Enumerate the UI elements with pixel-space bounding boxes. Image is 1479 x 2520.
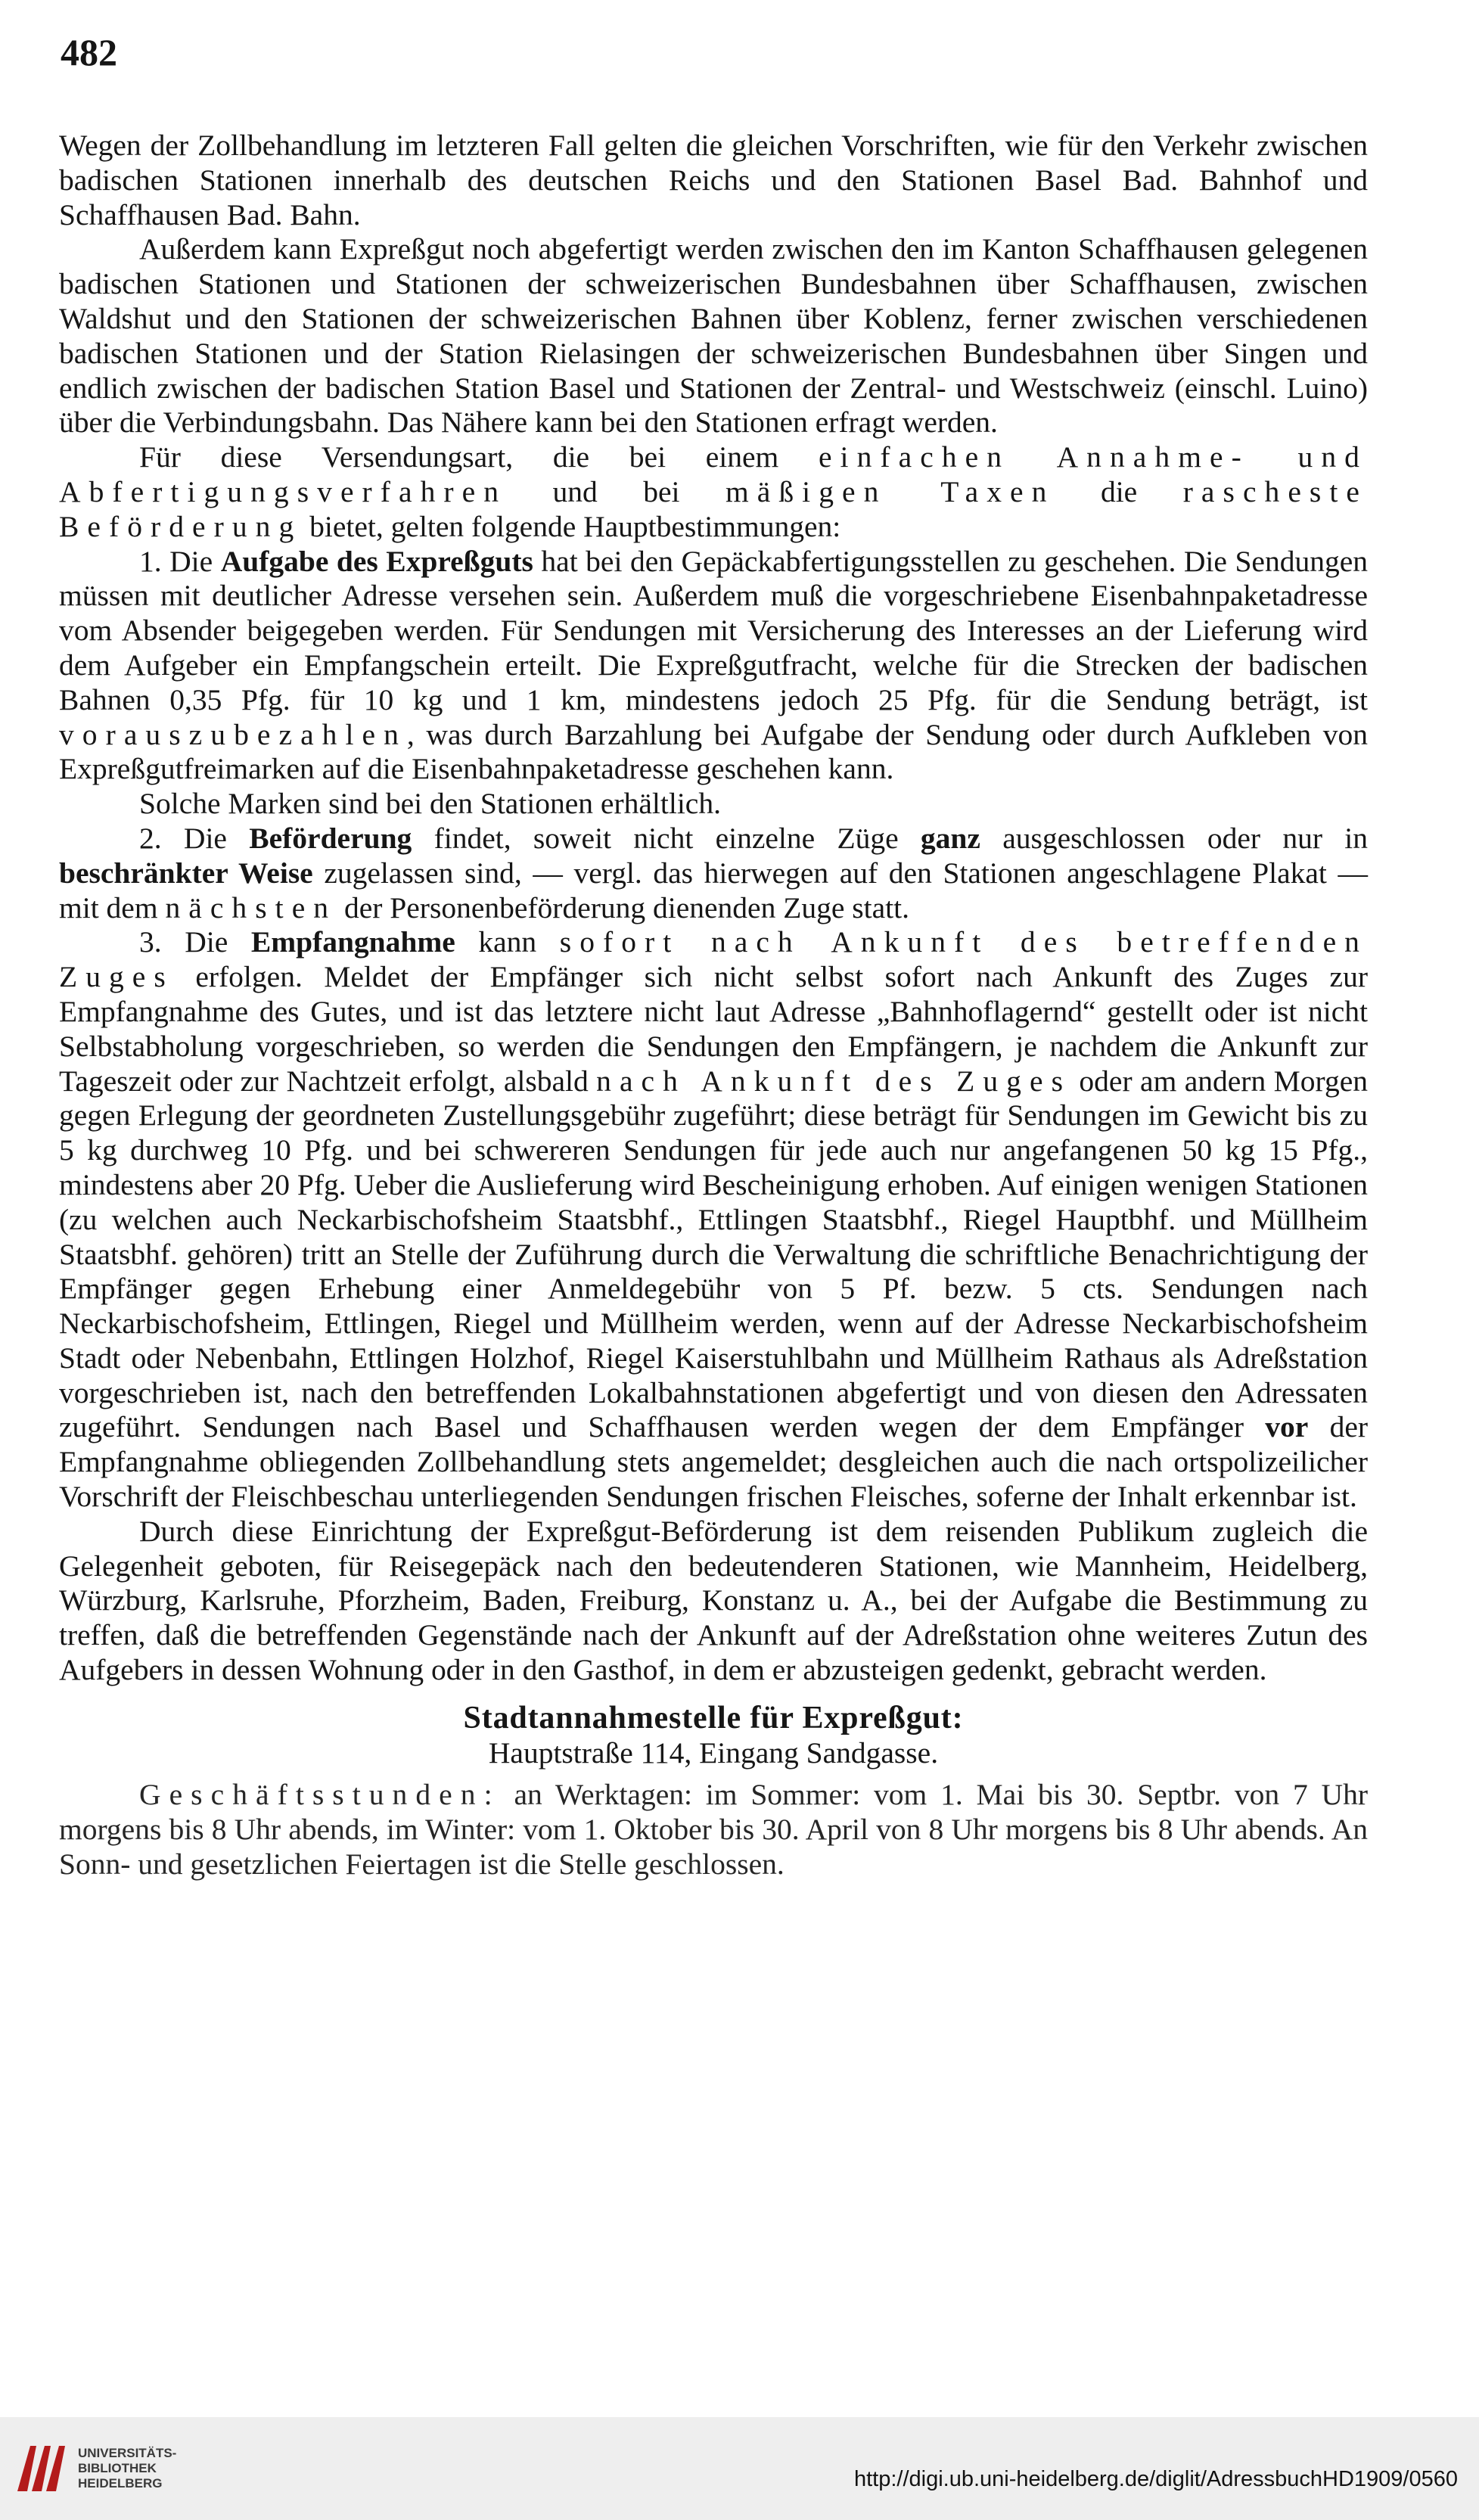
library-logo[interactable] [14, 2431, 188, 2506]
footer-bar [0, 2417, 1479, 2520]
spaced-text: einfachen Annahme- und Abfertigungsverfahren [59, 440, 1368, 508]
text-run: der Personenbeförderung dienenden Zuge statt. [337, 890, 909, 924]
bold-term: vor [1265, 1410, 1309, 1444]
page-number: 482 [61, 31, 117, 73]
text-run: 2. Die [139, 821, 250, 855]
spaced-text: mäßigen Taxen [725, 474, 1055, 508]
paragraph-marken: Solche Marken sind bei den Stationen erhältlich. [139, 787, 721, 821]
page-text [59, 129, 1368, 1882]
spaced-text: nach Ankunft des Zuges [596, 1064, 1071, 1098]
text-run: , was durch Barzahlung bei Aufgabe der Sendung oder durch Aufkleben von Expreßgutfreimarken auf die Eisenbahnpaketadresse geschehen kann. [59, 717, 1368, 786]
hours-text: an Werktagen: im Sommer: vom 1. Mai bis 30. Septbr. von 7 Uhr morgens bis 8 Uhr abends, im Winter: vom 1. Oktober bis 30. April von 8 Uhr morgens bis 8 Uhr abends. An Sonn- und gesetzlichen Feiertagen ist die Stelle geschlossen. [59, 1778, 1368, 1881]
text-run: Für diese Versendungsart, die bei einem [139, 440, 819, 474]
office-address: Hauptstraße 114, Eingang Sandgasse. [488, 1735, 939, 1770]
text-run: findet, soweit nicht einzelne Züge [412, 821, 921, 855]
text-run: bietet, gelten folgende Hauptbestimmungen: [302, 509, 841, 543]
spaced-text: vorauszubezahlen [59, 717, 407, 751]
library-name [78, 2446, 176, 2491]
text-run: 1. Die [139, 544, 221, 578]
office-heading: Stadtannahmestelle für Expreßgut: [463, 1700, 964, 1735]
library-name-line: UNIVERSITÄTS- [78, 2446, 177, 2460]
text-run: kann [455, 925, 560, 959]
text-run: ausgeschlossen oder nur in [980, 821, 1368, 855]
bold-term: Empfangnahme [250, 925, 455, 959]
text-run: 3. Die [139, 925, 251, 959]
office-hours [59, 1778, 1368, 1881]
paragraph-abfertigung: Außerdem kann Expreßgut noch abgefertigt werden zwischen den im Kanton Schaffhausen gelegenen badischen Stationen und Stationen der schweizerischen Bundesbahnen über Schaffhausen, zwischen Waldshut und den Stationen der schweizerischen Bahnen über Koblenz, ferner zwischen verschiedenen badischen Stationen und der Station Rielasingen der schweizerischen Bundesbahnen über Singen und endlich zwischen der badischen Station Basel und Stationen der Zentral- und Westschweiz (einschl. Luino) über die Verbindungsbahn. Das Nähere kann bei den Stationen erfragt werden. [59, 232, 1368, 440]
bold-term: Beförderung [249, 821, 412, 855]
bold-term: Aufgabe des Expreßguts [220, 544, 533, 578]
library-name-line: HEIDELBERG [78, 2476, 163, 2490]
library-seal-icon [14, 2438, 67, 2499]
text-run: hat bei den Gepäckabfertigungsstellen zu geschehen. Die Sendungen müssen mit deutlicher Adresse versehen sein. Außerdem muß die vorgeschriebene Eisenbahnpaketadresse vom Absender beigegeben werden. Für Sendungen mit Versicherung des Interesses an der Lieferung wird dem Aufgeber ein Empfangschein erteilt. Die Expreßgutfracht, welche für die Strecken der badischen Bahnen 0,35 Pfg. für 10 kg und 1 km, mindestens jedoch 25 Pfg. für die Sendung beträgt, ist [59, 544, 1368, 716]
text-run: und bei [507, 474, 726, 508]
spaced-text: nächsten [165, 890, 337, 924]
text-run: oder am andern Morgen gegen Erlegung der geordneten Zustellungsgebühr zugeführt; diese beträgt für Sendungen im Gewicht bis zu 5 kg durchweg 10 Pfg. und bei schwereren Sendungen für jede auch nur angefangenen 50 kg 15 Pfg., mindestens aber 20 Pfg. Ueber die Auslieferung wird Bescheinigung erhoben. Auf einigen wenigen Stationen (zu welchen auch Neckarbischofsheim Staatsbhf., Ettlingen Staatsbhf., Riegel Hauptbhf. und Müllheim Staatsbhf. gehören) tritt an Stelle der Zuführung durch die Verwaltung die schriftliche Benachrichtigung der Empfänger gegen Erhebung einer Anmeldegebühr von 5 Pf. bezw. 5 cts. Sendungen nach Neckarbischofsheim, Ettlingen, Riegel und Müllheim werden, wenn auf der Adresse Neckarbischofsheim Stadt oder Nebenbahn, Ettlingen Holzhof, Riegel Kaiserstuhlbahn und Müllheim Rathaus als Adreßstation vorgeschrieben ist, nach den betreffenden Lokalbahnstationen abgefertigt und von diesen den Adressaten zugeführt. Sendungen nach Basel und Schaffhausen werden wegen der dem Empfänger [59, 1064, 1368, 1444]
spaced-text: sofort nach Ankunft des betreffenden Zuges [59, 925, 1368, 994]
text-run: der Empfangnahme obliegenden Zollbehandlung stets angemeldet; desgleichen auch die nach ortspolizeilicher Vorschrift der Fleischbeschau unterliegenden Sendungen frischen Fleisches, soferne der Inhalt erkennbar ist. [59, 1410, 1369, 1514]
paragraph-einrichtung: Durch diese Einrichtung der Expreßgut-Beförderung ist dem reisenden Publikum zugleich die Gelegenheit geboten, für Reisegepäck nach den bedeutenderen Stationen, wie Mannheim, Heidelberg, Würzburg, Karlsruhe, Pforzheim, Baden, Freiburg, Konstanz u. A., bei der Aufgabe die Bestimmung zu treffen, daß die betreffenden Gegenstände nach der Ankunft auf der Adreßstation ohne weiteres Zutun des Aufgebers in dessen Wohnung oder in den Gasthof, in dem er abzusteigen gedenkt, gebracht werden. [59, 1514, 1368, 1687]
bold-term: ganz [920, 821, 980, 855]
bold-term: beschränkter Weise [59, 856, 313, 890]
source-url-link[interactable]: http://digi.ub.uni-heidelberg.de/diglit/AdressbuchHD1909/0560 [853, 2467, 1458, 2491]
paragraph-versendungsart [59, 440, 1368, 544]
library-name-line: BIBLIOTHEK [78, 2461, 157, 2475]
spaced-text: rascheste Beförderung [59, 474, 1368, 543]
paragraph-befoerderung [59, 822, 1368, 925]
paragraph-aufgabe [59, 545, 1368, 788]
text-run: die [1055, 474, 1183, 508]
hours-label: Geschäftsstunden: [139, 1778, 501, 1812]
text-run: erfolgen. Meldet der Empfänger sich nicht selbst sofort nach Ankunft des Zuges zur Empfangnahme des Gutes, und ist das letztere nicht laut Adresse „Bahnhoflagernd“ gestellt oder ist nicht Selbstabholung vorgeschrieben, so werden die Sendungen den Empfängern, je nachdem die Ankunft zur Tageszeit oder zur Nachtzeit erfolgt, alsbald [59, 960, 1368, 1098]
paragraph-zoll: Wegen der Zollbehandlung im letzteren Fall gelten die gleichen Vorschriften, wie für den Verkehr zwischen badischen Stationen innerhalb des deutschen Reichs und den Stationen Basel Bad. Bahnhof und Schaffhausen Bad. Bahn. [59, 129, 1368, 231]
text-run: zugelassen sind, — vergl. das hierwegen auf den Stationen angeschlagene Plakat — mit dem [59, 856, 1368, 924]
paragraph-empfangnahme [59, 925, 1368, 1515]
